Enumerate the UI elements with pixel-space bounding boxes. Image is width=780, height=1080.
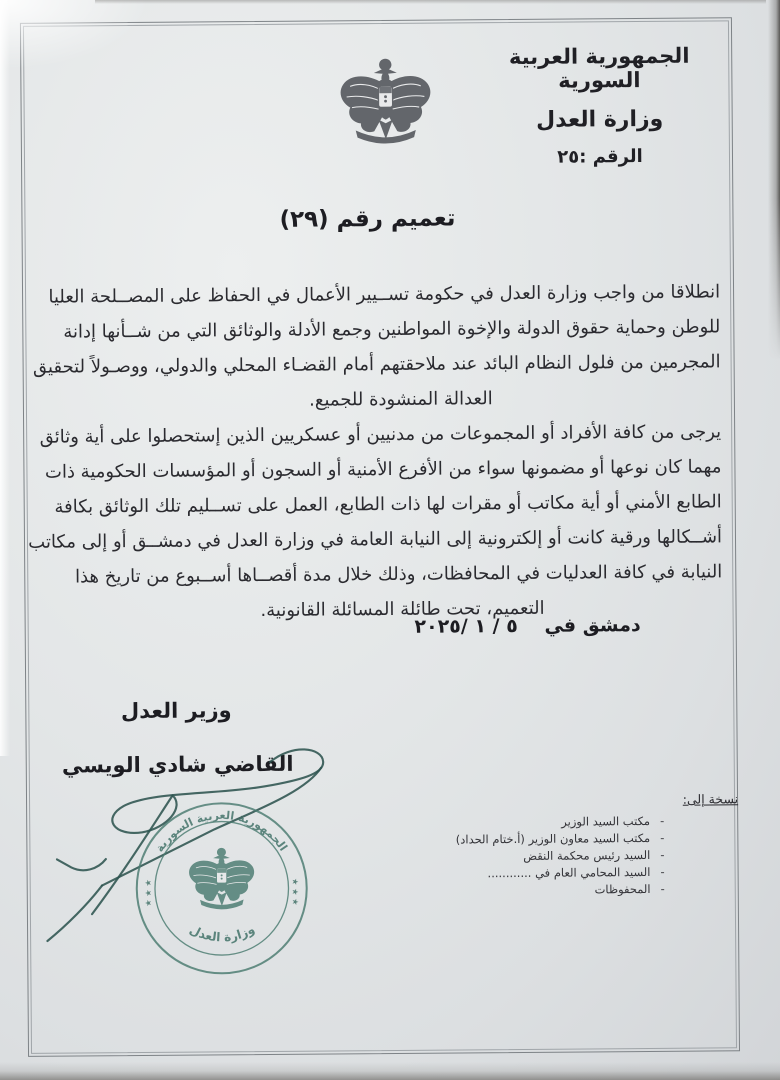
body-text (28, 274, 723, 629)
paragraph2-line: النيابة في كافة العدليات في المحافظات، وذلك خلال مدة أقصــاها أســبوع من تاريخ هذا (74, 561, 723, 588)
cc-list (408, 791, 739, 901)
cc-item: - السيد المحامي العام في ............ (487, 864, 665, 881)
circular-title: تعميم رقم (٢٩) (279, 205, 456, 233)
dateline-place: دمشق في (544, 614, 641, 637)
stamp-top-text: الجمهورية العربية السورية (153, 808, 290, 855)
paragraph2-line: أشــكالها ورقية كانت أو إلكترونية إلى النيابة العامة في وزارة العدل في دمشــق أو إلى مكاتب (28, 526, 723, 553)
dateline-date: ٥ / ١ /٢٠٢٥ (414, 614, 518, 638)
dash-bullet: - (660, 813, 665, 828)
cc-header: نسخة إلى: (682, 791, 739, 807)
signatory-role: وزير العدل (120, 698, 232, 724)
paragraph1-line: العدالة المنشودة للجميع. (309, 388, 493, 411)
cc-item: - مكتب السيد معاون الوزير (أ.ختام الحداد) (455, 830, 665, 847)
paragraph2-line: يرجى من كافة الأفراد أو المجموعات من مدنيين أو عسكريين الذين إستحصلوا على أية وثائق (39, 421, 722, 448)
dash-bullet: - (660, 864, 665, 879)
scan-bottom-edge-shadow (0, 1062, 780, 1080)
scan-left-edge (0, 0, 10, 756)
signatory-name: القاضي شادي الويسي (61, 751, 294, 778)
cc-item: - مكتب السيد الوزير (561, 813, 665, 829)
stamp-stars-right: ★ ★ ★ (290, 878, 301, 906)
paragraph2-line: مهما كان نوعها أو مضمونها سواء من الأفرع الأمنية أو السجون أو المؤسسات الحكومية ذات (44, 456, 722, 483)
cc-item: - المحفوظات (594, 881, 665, 897)
letterhead (476, 43, 723, 168)
stamp-bottom-text: وزارة العدل (187, 921, 257, 945)
ministry-seal-stamp-icon (132, 799, 311, 978)
paragraph2-line: التعميم، تحت طائلة المسائلة القانونية. (260, 597, 545, 622)
dash-bullet: - (660, 830, 665, 845)
letterhead-ministry: وزارة العدل (536, 106, 664, 133)
scan-top-edge-shadow (95, 0, 766, 4)
cc-item: - السيد رئيس محكمة النقض (523, 847, 665, 863)
scan-right-edge-shadow (768, 0, 780, 360)
stamp-eagle-icon (189, 848, 255, 910)
paragraph1-line: انطلاقا من واجب وزارة العدل في حكومة تســيير الأعمال في الحفاظ على المصــلحة العليا (48, 281, 721, 308)
paragraph1-line: المجرمين من فلول النظام البائد عند ملاحقتهم أمام القضـاء المحلي والدولي، ووصـولاً لتحقيق (32, 351, 721, 378)
paragraph2-line: الطابع الأمني أو أية مكاتب أو مقرات لها ذات الطابع، العمل على تســليم تلك الوثائق بكافة (54, 491, 722, 518)
stamp-stars-left: ★ ★ ★ (142, 879, 154, 907)
dash-bullet: - (660, 881, 665, 896)
paragraph1-line: للوطن وحماية حقوق الدولة والإخوة المواطنين وجمع الأدلة والوثائق التي من شــأنها إدانة (63, 316, 721, 343)
letterhead-republic: الجمهورية العربية السورية (508, 43, 690, 93)
dash-bullet: - (660, 847, 665, 862)
dateline (414, 614, 640, 638)
letterhead-number: الرقم :٢٥ (557, 146, 643, 168)
scan-corner-highlight (0, 0, 150, 70)
coat-of-arms-eagle-icon (332, 56, 439, 149)
